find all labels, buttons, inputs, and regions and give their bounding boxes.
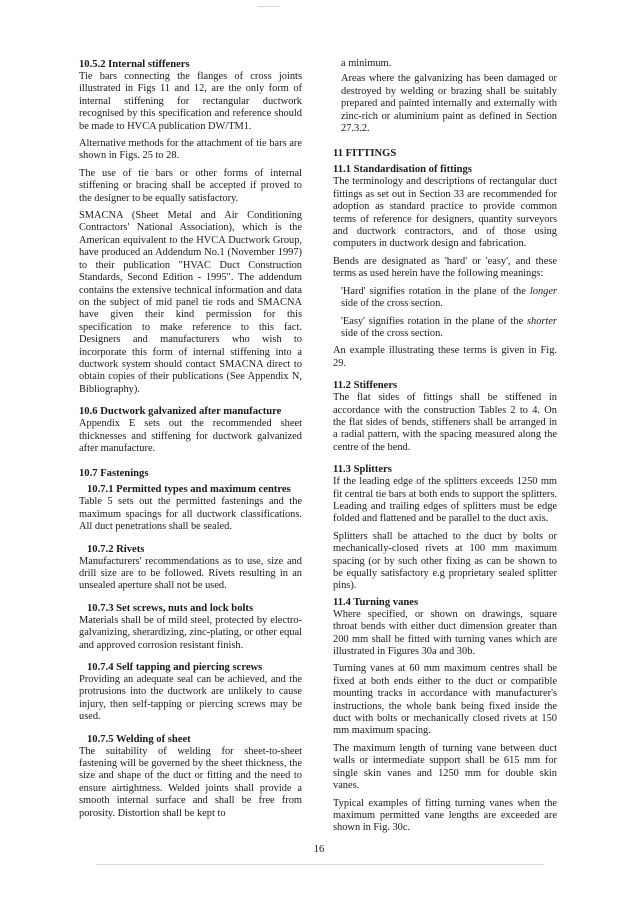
heading-10-7-3: 10.7.3 Set screws, nuts and lock bolts <box>87 602 254 614</box>
paragraph: Bends are designated as 'hard' or 'easy', and these terms as used herein have the following meanings: <box>333 255 557 280</box>
paragraph: Alternative methods for the attachment of tie bars are shown in Figs. 25 to 28. <box>79 138 302 162</box>
definition-text: 'Easy' signifies rotation in the plane of the <box>341 315 524 327</box>
definition-easy <box>333 316 557 341</box>
scan-artifact <box>96 864 544 865</box>
paragraph: An example illustrating these terms is given in Fig. 29. <box>333 345 557 369</box>
page-number: 16 <box>313 844 325 855</box>
emphasis-shorter: shorter <box>526 315 557 327</box>
definition-text: 'Hard' signifies rotation in the plane of the <box>341 285 526 297</box>
paragraph: Table 5 sets out the permitted fastenings and the maximum spacings for all ductwork classifications. All duct penetrations shall be sealed. <box>79 496 302 533</box>
heading-10-7-1: 10.7.1 Permitted types and maximum centres <box>87 484 291 496</box>
paragraph: Manufacturers' recommendations as to use, size and drill size are to be followed. Rivets resulting in an unsealed aperture shall not be used. <box>79 555 302 592</box>
paragraph: Areas where the galvanizing has been damaged or destroyed by welding or brazing shall be suitably prepared and painted internally and externally with zinc-rich or aluminium paint as defined in Section 27.3.2. <box>341 73 557 135</box>
paragraph: SMACNA (Sheet Metal and Air Conditioning Contractors' National Association), which is the American equivalent to the HVCA Ductwork Group, have produced an Addendum No.1 (November 1997) to their publication "HVAC Duct Construction Standards, Second Edition - 1995". The addendum contains the extensive technical information and data on the subject of mid panel tie rods and SMACNA have given their kind permission for this specification to make reference to this fact. Designers and manufacturers who wish to incorporate this form of internal stiffening into a ductwork system should contact SMACNA direct to obtain copies of their publications (See Appendix N, Bibliography). <box>79 210 302 395</box>
heading-10-7: 10.7 Fastenings <box>79 468 149 480</box>
paragraph: Splitters shall be attached to the duct by bolts or mechanically-closed rivets at 100 mm maximum spacing (or by such other fixing as can be shown to be equally satisfactory e.g proprietary sealed splitter pins). <box>333 530 557 592</box>
paragraph: Providing an adequate seal can be achieved, and the protrusions into the ductwork are unlikely to cause injury, then self-tapping or piercing screws may be used. <box>79 674 302 723</box>
paragraph: The maximum length of turning vane between duct walls or intermediate support shall be 615 mm for single skin vanes and 1250 mm for double skin vanes. <box>333 742 557 792</box>
scan-artifact <box>258 6 280 7</box>
paragraph: Appendix E sets out the recommended sheet thicknesses and stiffening for ductwork galvanized after manufacture. <box>79 418 302 454</box>
heading-11-2: 11.2 Stiffeners <box>333 380 398 392</box>
right-column <box>333 58 557 835</box>
paragraph: Where specified, or shown on drawings, square throat bends with either duct dimension greater than 200 mm shall be fitted with turning vanes which are illustrated in Figures 30a and 30b. <box>333 608 557 658</box>
paragraph: The suitability of welding for sheet-to-sheet fastening will be governed by the sheet thickness, the size and shape of the duct or fitting and the need to ensure airtightness. Welded joints shall provide a smooth internal surface and shall be free from porosity. Distortion shall be kept to <box>79 745 302 819</box>
paragraph: Turning vanes at 60 mm maximum centres shall be fixed at both ends either to the duct or compatible mounting tracks in accordance with manufacturer's instructions, the whole bank being fixed inside the duct with bolts or mechanically closed rivets at 150 mm maximum spacing. <box>333 663 557 737</box>
continued-text: a minimum. <box>341 58 392 69</box>
paragraph: Tie bars connecting the flanges of cross joints illustrated in Figs 11 and 12, are the only form of internal stiffening for rectangular ductwork recognised by this specification and reference should be made to HVCA publication DW/TM1. <box>79 71 302 132</box>
paragraph: If the leading edge of the splitters exceeds 1250 mm fit central tie bars at both ends to support the splitters. Leading and trailing edges of splitters must be edge folded and flattened and be parallel to the duct axis. <box>333 476 557 525</box>
emphasis-longer: longer <box>529 285 557 297</box>
heading-10-7-5: 10.7.5 Welding of sheet <box>87 733 191 745</box>
definition-text: side of the cross section. <box>341 298 443 310</box>
paragraph: The terminology and descriptions of rectangular duct fittings as set out in Section 33 are recommended for adoption as standard practice to provide common terms of reference for designers, quantity surveyors and ductwork contractors, and of those using computers in ductwork design and fabrication. <box>333 176 557 250</box>
paragraph: The use of tie bars or other forms of internal stiffening or bracing shall be accepted if proved to the designer to be equally satisfactory. <box>79 167 302 204</box>
heading-10-7-4: 10.7.4 Self tapping and piercing screws <box>87 662 263 674</box>
heading-10-7-2: 10.7.2 Rivets <box>87 543 145 555</box>
heading-11: 11 FITTINGS <box>333 148 397 160</box>
paragraph: The flat sides of fittings shall be stiffened in accordance with the construction Tables 2 to 4. On the flat sides of bends, stiffeners shall be arranged in a radial pattern, with the spacing measured along the centre of the bend. <box>333 392 557 453</box>
heading-10-6: 10.6 Ductwork galvanized after manufacture <box>79 406 282 418</box>
heading-11-4: 11.4 Turning vanes <box>333 596 419 608</box>
definition-text: side of the cross section. <box>341 327 443 339</box>
paragraph: Materials shall be of mild steel, protected by electro-galvanizing, sherardizing, zinc-plating, or other equal and approved corrosion resistant finish. <box>79 614 302 651</box>
heading-11-3: 11.3 Splitters <box>333 464 392 476</box>
heading-11-1: 11.1 Standardisation of fittings <box>333 164 472 176</box>
paragraph: Typical examples of fitting turning vanes when the maximum permitted vane lengths are exceeded are shown in Fig. 30c. <box>333 797 557 834</box>
subsection-group <box>79 483 302 496</box>
heading-10-5-2: 10.5.2 Internal stiffeners <box>79 59 190 70</box>
definition-hard <box>333 286 557 311</box>
left-column <box>79 58 302 820</box>
